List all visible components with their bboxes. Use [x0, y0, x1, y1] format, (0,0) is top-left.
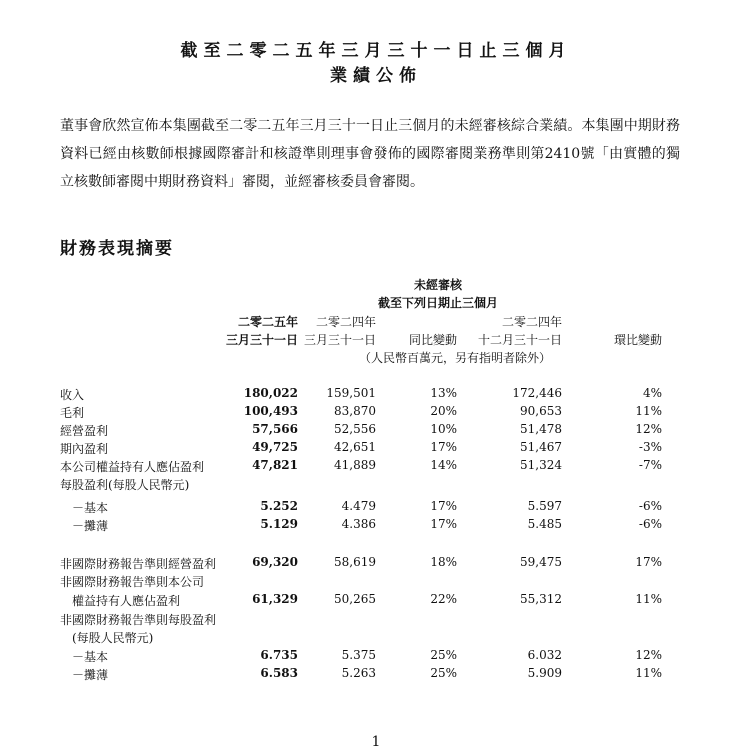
- cell-2025: 61,329: [252, 592, 298, 606]
- cell-yoy: 14%: [430, 458, 457, 472]
- cell-2024-dec: 5.909: [527, 666, 562, 680]
- cell-2024-mar: 5.263: [341, 666, 376, 680]
- cell-2024-dec: 51,478: [520, 422, 562, 436]
- header-qoq: 環比變動: [613, 333, 662, 347]
- cell-2024-dec: 90,653: [520, 404, 562, 418]
- cell-yoy: 10%: [430, 422, 457, 436]
- cell-2024-dec: 55,312: [520, 592, 562, 606]
- header-unit: （人民幣百萬元，另有指明者除外）: [358, 351, 552, 365]
- header-yoy: 同比變動: [408, 333, 457, 347]
- cell-2024-dec: 172,446: [512, 386, 562, 400]
- row-label: 非國際財務報告準則本公司: [60, 575, 205, 589]
- cell-2024-dec: 5.485: [527, 517, 562, 531]
- cell-yoy: 20%: [430, 404, 457, 418]
- cell-2025: 6.583: [260, 666, 298, 680]
- cell-2024-mar: 4.386: [341, 517, 376, 531]
- cell-qoq: -6%: [638, 517, 662, 531]
- cell-2025: 57,566: [252, 422, 298, 436]
- cell-yoy: 17%: [430, 517, 457, 531]
- cell-2024-mar: 50,265: [334, 592, 376, 606]
- cell-2024-mar: 159,501: [326, 386, 376, 400]
- cell-qoq: -6%: [638, 499, 662, 513]
- cell-2025: 5.252: [260, 499, 298, 513]
- row-label: (每股人民幣元): [72, 631, 154, 645]
- row-label: －基本: [72, 501, 109, 515]
- cell-qoq: 11%: [635, 592, 662, 606]
- cell-2025: 69,320: [252, 555, 298, 569]
- document-subtitle: 業績公佈: [330, 66, 422, 86]
- cell-yoy: 13%: [430, 386, 457, 400]
- row-label: －攤薄: [72, 668, 109, 682]
- header-period: 截至下列日期止三個月: [377, 296, 499, 310]
- row-label: 權益持有人應佔盈利: [72, 594, 181, 608]
- cell-yoy: 25%: [430, 666, 457, 680]
- cell-2024-dec: 6.032: [527, 648, 562, 662]
- row-label: 本公司權益持有人應佔盈利: [60, 460, 205, 474]
- cell-2025: 49,725: [252, 440, 298, 454]
- cell-qoq: 17%: [635, 555, 662, 569]
- cell-2024-mar: 83,870: [334, 404, 376, 418]
- cell-2024-mar: 42,651: [334, 440, 376, 454]
- cell-yoy: 18%: [430, 555, 457, 569]
- cell-qoq: 12%: [635, 648, 662, 662]
- cell-qoq: 12%: [635, 422, 662, 436]
- cell-2025: 100,493: [243, 404, 298, 418]
- section-title: 財務表現摘要: [60, 239, 174, 259]
- cell-2025: 5.129: [260, 517, 298, 531]
- cell-2025: 6.735: [260, 648, 298, 662]
- row-label: 非國際財務報告準則每股盈利: [60, 613, 217, 627]
- cell-qoq: -7%: [638, 458, 662, 472]
- cell-2024-mar: 52,556: [334, 422, 376, 436]
- row-label: －攤薄: [72, 519, 109, 533]
- header-col1-line1: 二零二五年: [237, 315, 298, 329]
- page-number: 1: [371, 734, 381, 750]
- row-label: 非國際財務報告準則經營盈利: [60, 557, 217, 571]
- cell-qoq: 11%: [635, 404, 662, 418]
- row-label: 收入: [60, 388, 85, 402]
- header-col1-line2: 三月三十一日: [225, 333, 298, 347]
- intro-paragraph: 董事會欣然宣佈本集團截至二零二五年三月三十一日止三個月的未經審核綜合業績。本集團中期財務資料已經由核數師根據國際審計和核證準則理事會發佈的國際審閱業務準則第2410號「由實體的獨立核數師審閱中期財務資料」審閱，並經審核委員會審閱。: [60, 118, 680, 190]
- cell-yoy: 25%: [430, 648, 457, 662]
- header-col4-line2: 十二月三十一日: [477, 333, 562, 347]
- cell-2024-mar: 4.479: [341, 499, 376, 513]
- cell-2025: 180,022: [243, 386, 298, 400]
- header-unaudited: 未經審核: [413, 278, 463, 292]
- row-label: 期內盈利: [60, 442, 109, 456]
- document-title: 截至二零二五年三月三十一日止三個月: [180, 41, 572, 61]
- cell-2024-dec: 51,324: [520, 458, 562, 472]
- cell-2024-mar: 5.375: [341, 648, 376, 662]
- cell-2024-dec: 5.597: [527, 499, 562, 513]
- header-col2-line1: 二零二四年: [315, 315, 376, 329]
- cell-yoy: 22%: [430, 592, 457, 606]
- header-col2-line2: 三月三十一日: [303, 333, 376, 347]
- cell-qoq: -3%: [638, 440, 662, 454]
- row-label: －基本: [72, 650, 109, 664]
- cell-qoq: 4%: [642, 386, 662, 400]
- cell-2025: 47,821: [252, 458, 298, 472]
- row-label: 經營盈利: [60, 424, 109, 438]
- row-label: 毛利: [60, 406, 85, 420]
- cell-qoq: 11%: [635, 666, 662, 680]
- cell-2024-mar: 58,619: [334, 555, 376, 569]
- header-col4-line1: 二零二四年: [501, 315, 562, 329]
- row-label: 每股盈利(每股人民幣元): [60, 478, 190, 492]
- cell-yoy: 17%: [430, 499, 457, 513]
- cell-2024-dec: 59,475: [520, 555, 562, 569]
- cell-yoy: 17%: [430, 440, 457, 454]
- cell-2024-dec: 51,467: [520, 440, 562, 454]
- cell-2024-mar: 41,889: [334, 458, 376, 472]
